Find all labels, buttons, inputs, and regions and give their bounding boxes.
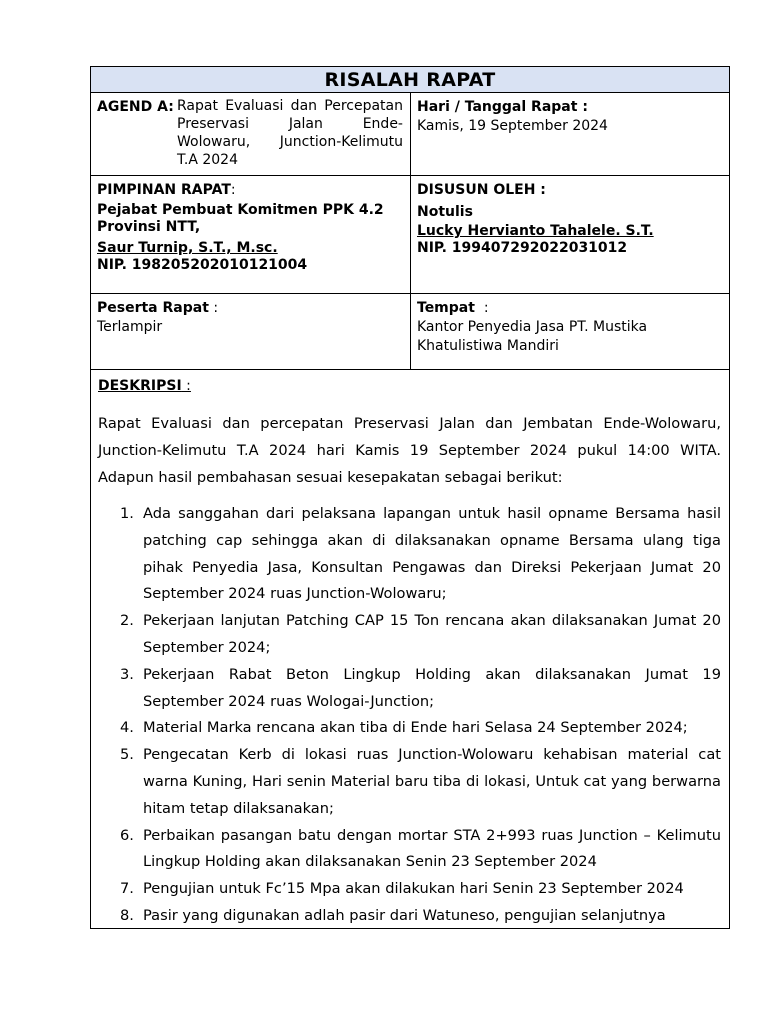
list-item (120, 823, 721, 877)
list-item-text: Perbaikan pasangan batu dengan mortar STA 2+993 ruas Junction – Kelimutu Lingkup Holding akan dilaksanakan Senin 23 September 2024 (143, 826, 721, 871)
list-item-number: 1. (120, 505, 134, 522)
list-item-text: Pekerjaan lanjutan Patching CAP 15 Ton rencana akan dilaksanakan Jumat 20 September 2024; (143, 612, 721, 656)
pimpinan-position: Pejabat Pembuat Komitmen PPK 4.2 Provinsi NTT, (97, 202, 384, 235)
list-item-text: Pasir yang digunakan adlah pasir dari Watuneso, pengujian selanjutnya (143, 906, 666, 924)
agenda-date-row (91, 93, 729, 176)
peserta-value: Terlampir (97, 319, 163, 335)
date-value: Kamis, 19 September 2024 (417, 118, 608, 134)
list-item (120, 715, 721, 742)
peserta-label: Peserta Rapat (97, 300, 209, 316)
tempat-label: Tempat (417, 300, 475, 316)
tempat-colon: : (474, 300, 489, 316)
tempat-cell (411, 294, 729, 369)
disusun-nip: NIP. 199407292022031012 (417, 240, 628, 256)
date-label: Hari / Tanggal Rapat : (417, 99, 588, 115)
tempat-value: Kantor Penyedia Jasa PT. Mustika Khatulistiwa Mandiri (417, 319, 648, 354)
list-item-text: Material Marka rencana akan tiba di Ende hari Selasa 24 September 2024; (143, 719, 688, 737)
disusun-name: Lucky Hervianto Tahalele. S.T. (417, 223, 654, 239)
pimpinan-cell (91, 176, 411, 293)
list-item-text: Pengecatan Kerb di lokasi ruas Junction-Wolowaru kehabisan material cat warna Kuning, Hari senin Material baru tiba di lokasi, Untuk cat yang berwarna hitam tetap dilaksanakan; (143, 746, 721, 817)
meeting-minutes-document (90, 66, 730, 929)
agenda-cell (91, 93, 411, 175)
list-item-number: 3. (120, 665, 134, 683)
pimpinan-name: Saur Turnip, S.T., M.sc. (97, 240, 278, 256)
pimpinan-colon: : (230, 182, 236, 198)
list-item-text: Pekerjaan Rabat Beton Lingkup Holding akan dilaksanakan Jumat 19 September 2024 ruas Wologai-Junction; (143, 665, 721, 710)
list-item (120, 501, 721, 608)
list-item (120, 742, 721, 822)
disusun-label: DISUSUN OLEH : (417, 182, 546, 198)
agenda-label: AGEND A: (97, 99, 174, 115)
list-item-number: 8. (120, 906, 134, 924)
list-item (120, 662, 721, 716)
date-cell (411, 93, 729, 175)
result-list (98, 501, 721, 929)
list-item-number: 4. (120, 719, 134, 737)
disusun-cell (411, 176, 729, 293)
list-item-number: 5. (120, 746, 134, 764)
pimpinan-nip: NIP. 198205202010121004 (97, 257, 308, 273)
participants-location-row (91, 294, 729, 370)
disusun-role: Notulis (417, 204, 473, 220)
deskripsi-section (91, 370, 729, 929)
list-item-number: 2. (120, 612, 134, 630)
document-title: RISALAH RAPAT (91, 67, 729, 93)
list-item-text: Ada sanggahan dari pelaksana lapangan untuk hasil opname Bersama hasil patching cap sehingga akan di dilaksanakan opname Bersama ulang tiga pihak Penyedia Jasa, Konsultan Pengawas dan Direksi Pekerjaan Jumat 20 September 2024 ruas Junction-Wolowaru; (143, 505, 721, 603)
deskripsi-label: DESKRIPSI (98, 378, 182, 394)
deskripsi-colon: : (181, 378, 191, 394)
leader-author-row (91, 176, 729, 294)
peserta-colon: : (208, 300, 219, 316)
list-item (120, 903, 721, 929)
list-item-number: 6. (120, 826, 134, 844)
list-item-text: Pengujian untuk Fc’15 Mpa akan dilakukan hari Senin 23 September 2024 (143, 880, 684, 898)
peserta-cell (91, 294, 411, 369)
agenda-text: Rapat Evaluasi dan Percepatan Preservasi Jalan Ende-Wolowaru, Junction-Kelimutu T.A 2024 (177, 98, 403, 168)
deskripsi-intro: Rapat Evaluasi dan percepatan Preservasi Jalan dan Jembatan Ende-Wolowaru, Junction-Kelimutu T.A 2024 hari Kamis 19 September 2024 pukul 14:00 WITA. Adapun hasil pembahasan sesuai kesepakatan sebagai berikut: (98, 415, 721, 486)
list-item (120, 876, 721, 903)
list-item-number: 7. (120, 880, 134, 898)
list-item (120, 608, 721, 662)
pimpinan-label: PIMPINAN RAPAT (97, 182, 231, 198)
